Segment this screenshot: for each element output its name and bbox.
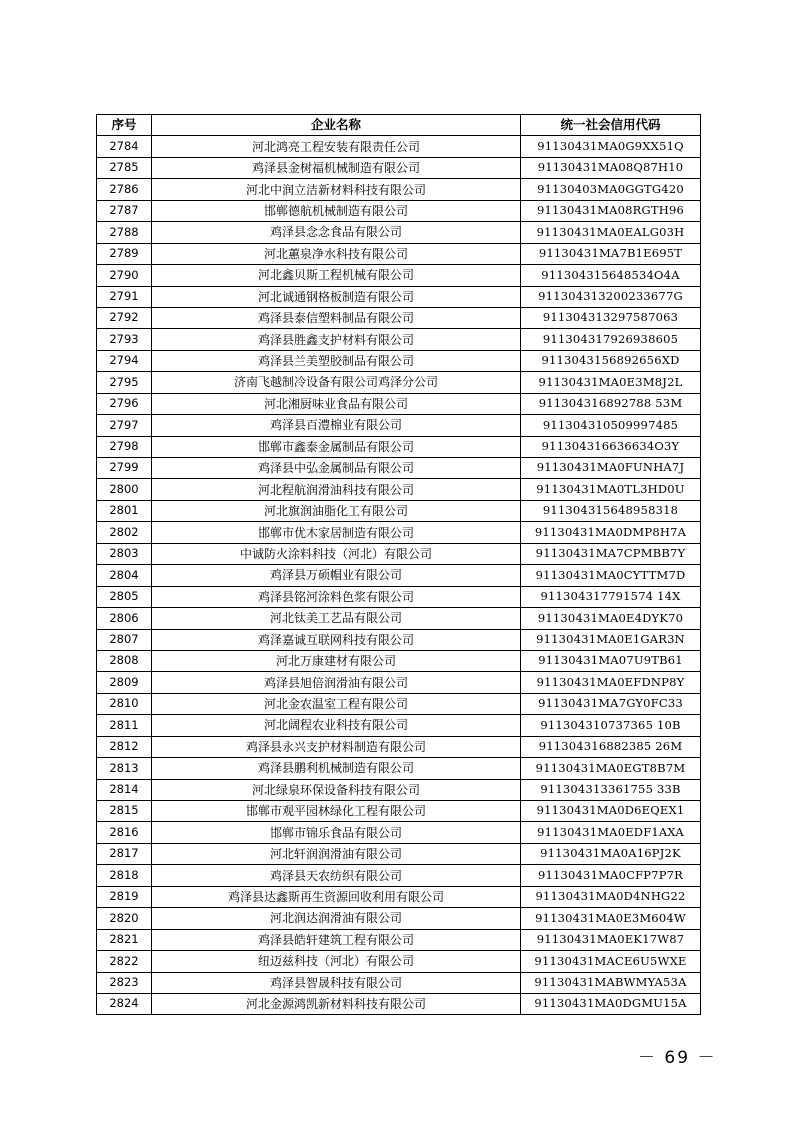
table-row	[97, 372, 701, 393]
header-serial: 序号	[97, 115, 152, 136]
row-company-name: 河北金农温室工程有限公司	[152, 693, 521, 714]
row-credit-code: 91130431MA0EALG03H	[521, 222, 701, 243]
row-serial: 2800	[97, 479, 152, 500]
row-serial: 2812	[97, 736, 152, 757]
row-credit-code: 91130431MA0DMP8H7A	[521, 522, 701, 543]
row-serial: 2822	[97, 951, 152, 972]
row-serial: 2811	[97, 715, 152, 736]
row-serial: 2824	[97, 993, 152, 1014]
row-company-name: 中诚防火涂料科技（河北）有限公司	[152, 543, 521, 564]
row-credit-code: 9113043156892656XD	[521, 350, 701, 371]
table-row	[97, 179, 701, 200]
row-serial: 2793	[97, 329, 152, 350]
row-company-name: 鸡泽县泰信塑料制品有限公司	[152, 307, 521, 328]
row-company-name: 济南飞越制冷设备有限公司鸡泽分公司	[152, 372, 521, 393]
row-serial: 2794	[97, 350, 152, 371]
row-credit-code: 91130431MA0A16PJ2K	[521, 843, 701, 864]
table-row	[97, 286, 701, 307]
row-credit-code: 91130431MA0FUNHA7J	[521, 458, 701, 479]
row-company-name: 邯郸市鑫泰金属制品有限公司	[152, 436, 521, 457]
row-serial: 2810	[97, 693, 152, 714]
row-credit-code: 91130431MA07U9TB61	[521, 650, 701, 671]
table-row	[97, 801, 701, 822]
row-credit-code: 91130431MA0D4NHG22	[521, 886, 701, 907]
row-company-name: 河北鑫贝斯工程机械有限公司	[152, 265, 521, 286]
row-company-name: 河北万康建材有限公司	[152, 650, 521, 671]
row-credit-code: 91130431MA7GY0FC33	[521, 693, 701, 714]
row-serial: 2805	[97, 586, 152, 607]
row-credit-code: 911304316636634O3Y	[521, 436, 701, 457]
row-company-name: 河北金源鸿凯新材料科技有限公司	[152, 993, 521, 1014]
table-row	[97, 865, 701, 886]
table-row	[97, 736, 701, 757]
page-number: － 69 －	[638, 1048, 717, 1068]
row-serial: 2815	[97, 801, 152, 822]
row-serial: 2789	[97, 243, 152, 264]
row-serial: 2818	[97, 865, 152, 886]
row-credit-code: 91130431MA7B1E695T	[521, 243, 701, 264]
row-serial: 2802	[97, 522, 152, 543]
row-credit-code: 91130431MA0E1GAR3N	[521, 629, 701, 650]
row-company-name: 河北鸿亮工程安装有限责任公司	[152, 136, 521, 157]
row-credit-code: 91130431MA0D6EQEX1	[521, 801, 701, 822]
table-row	[97, 715, 701, 736]
row-serial: 2787	[97, 200, 152, 221]
row-serial: 2791	[97, 286, 152, 307]
row-serial: 2796	[97, 393, 152, 414]
row-company-name: 鸡泽县百澧棉业有限公司	[152, 415, 521, 436]
row-serial: 2807	[97, 629, 152, 650]
row-credit-code: 91130431MA0EGT8B7M	[521, 758, 701, 779]
row-credit-code: 911304310737365 10B	[521, 715, 701, 736]
table-row	[97, 779, 701, 800]
row-credit-code: 911304316892788 53M	[521, 393, 701, 414]
row-serial: 2803	[97, 543, 152, 564]
row-company-name: 鸡泽县中弘金属制品有限公司	[152, 458, 521, 479]
row-serial: 2814	[97, 779, 152, 800]
row-credit-code: 91130431MA08Q87H10	[521, 157, 701, 178]
row-serial: 2785	[97, 157, 152, 178]
row-company-name: 河北轩润润滑油有限公司	[152, 843, 521, 864]
table-row	[97, 672, 701, 693]
table-row	[97, 543, 701, 564]
row-company-name: 河北润达润滑油有限公司	[152, 908, 521, 929]
row-credit-code: 91130431MA0CYTTM7D	[521, 565, 701, 586]
header-company-name: 企业名称	[152, 115, 521, 136]
row-company-name: 河北湘厨味业食品有限公司	[152, 393, 521, 414]
row-company-name: 河北旗润油脂化工有限公司	[152, 500, 521, 521]
row-credit-code: 91130431MA0DGMU15A	[521, 993, 701, 1014]
row-company-name: 纽迈兹科技（河北）有限公司	[152, 951, 521, 972]
row-credit-code: 91130431MA0E4DYK70	[521, 608, 701, 629]
table-row	[97, 993, 701, 1014]
table-row	[97, 307, 701, 328]
row-credit-code: 911304313200233677G	[521, 286, 701, 307]
row-company-name: 河北阔程农业科技有限公司	[152, 715, 521, 736]
row-credit-code: 91130431MA0TL3HD0U	[521, 479, 701, 500]
row-company-name: 鸡泽县万硕帽业有限公司	[152, 565, 521, 586]
row-serial: 2809	[97, 672, 152, 693]
row-company-name: 河北中润立洁新材料科技有限公司	[152, 179, 521, 200]
row-company-name: 鸡泽嘉诚互联网科技有限公司	[152, 629, 521, 650]
table-row	[97, 693, 701, 714]
row-company-name: 邯郸市观平园林绿化工程有限公司	[152, 801, 521, 822]
row-credit-code: 91130431MABWMYA53A	[521, 972, 701, 993]
row-credit-code: 91130431MA0G9XX51Q	[521, 136, 701, 157]
row-serial: 2798	[97, 436, 152, 457]
table-row	[97, 929, 701, 950]
row-credit-code: 91130431MACE6U5WXE	[521, 951, 701, 972]
row-serial: 2786	[97, 179, 152, 200]
table-row	[97, 458, 701, 479]
row-company-name: 鸡泽县兰美塑胶制品有限公司	[152, 350, 521, 371]
row-company-name: 鸡泽县天农纺织有限公司	[152, 865, 521, 886]
row-company-name: 河北钛美工艺品有限公司	[152, 608, 521, 629]
row-serial: 2795	[97, 372, 152, 393]
row-company-name: 鸡泽县铭河涂料色浆有限公司	[152, 586, 521, 607]
table-row	[97, 243, 701, 264]
row-credit-code: 91130431MA0E3M8J2L	[521, 372, 701, 393]
row-company-name: 河北蕙泉净水科技有限公司	[152, 243, 521, 264]
table-row	[97, 522, 701, 543]
row-company-name: 河北诚通钢格板制造有限公司	[152, 286, 521, 307]
row-company-name: 鸡泽县皓轩建筑工程有限公司	[152, 929, 521, 950]
row-credit-code: 91130403MA0GGTG420	[521, 179, 701, 200]
table-row	[97, 329, 701, 350]
row-serial: 2801	[97, 500, 152, 521]
table-row	[97, 822, 701, 843]
table-row	[97, 222, 701, 243]
table-row	[97, 200, 701, 221]
table-row	[97, 415, 701, 436]
table-row	[97, 157, 701, 178]
row-company-name: 鸡泽县旭倍润滑油有限公司	[152, 672, 521, 693]
row-credit-code: 911304310509997485	[521, 415, 701, 436]
table-row	[97, 972, 701, 993]
table-row	[97, 951, 701, 972]
row-company-name: 河北绿泉环保设备科技有限公司	[152, 779, 521, 800]
row-company-name: 鸡泽县金树福机械制造有限公司	[152, 157, 521, 178]
row-credit-code: 911304313361755 33B	[521, 779, 701, 800]
table-row	[97, 436, 701, 457]
row-company-name: 鸡泽县智晟科技有限公司	[152, 972, 521, 993]
table-row	[97, 565, 701, 586]
table-header-row	[97, 115, 701, 136]
table-row	[97, 265, 701, 286]
row-serial: 2784	[97, 136, 152, 157]
row-credit-code: 911304315648958318	[521, 500, 701, 521]
table-row	[97, 136, 701, 157]
table-row	[97, 350, 701, 371]
row-credit-code: 91130431MA0E3M604W	[521, 908, 701, 929]
enterprise-table	[96, 114, 701, 1015]
row-serial: 2813	[97, 758, 152, 779]
table-body	[97, 136, 701, 1015]
row-serial: 2806	[97, 608, 152, 629]
row-serial: 2799	[97, 458, 152, 479]
row-credit-code: 91130431MA0CFP7P7R	[521, 865, 701, 886]
row-serial: 2817	[97, 843, 152, 864]
row-credit-code: 911304313297587063	[521, 307, 701, 328]
row-serial: 2816	[97, 822, 152, 843]
table-row	[97, 886, 701, 907]
row-credit-code: 91130431MA08RGTH96	[521, 200, 701, 221]
row-company-name: 鸡泽县达鑫斯再生资源回收利用有限公司	[152, 886, 521, 907]
row-company-name: 鸡泽县鹏利机械制造有限公司	[152, 758, 521, 779]
row-credit-code: 91130431MA7CPMBB7Y	[521, 543, 701, 564]
row-serial: 2821	[97, 929, 152, 950]
row-serial: 2808	[97, 650, 152, 671]
row-company-name: 鸡泽县永兴支护材料制造有限公司	[152, 736, 521, 757]
row-company-name: 邯郸市锦乐食品有限公司	[152, 822, 521, 843]
table-row	[97, 586, 701, 607]
row-serial: 2819	[97, 886, 152, 907]
row-serial: 2792	[97, 307, 152, 328]
row-serial: 2788	[97, 222, 152, 243]
row-serial: 2790	[97, 265, 152, 286]
row-credit-code: 911304317926938605	[521, 329, 701, 350]
row-credit-code: 911304317791574 14X	[521, 586, 701, 607]
row-serial: 2823	[97, 972, 152, 993]
table-row	[97, 908, 701, 929]
table-row	[97, 393, 701, 414]
row-serial: 2820	[97, 908, 152, 929]
row-company-name: 鸡泽县胜鑫支护材料有限公司	[152, 329, 521, 350]
row-company-name: 河北程航润滑油科技有限公司	[152, 479, 521, 500]
table-row	[97, 758, 701, 779]
row-company-name: 邯郸市优木家居制造有限公司	[152, 522, 521, 543]
table-row	[97, 479, 701, 500]
row-serial: 2797	[97, 415, 152, 436]
table-row	[97, 500, 701, 521]
table-row	[97, 650, 701, 671]
table-row	[97, 629, 701, 650]
row-credit-code: 91130431MA0EFDNP8Y	[521, 672, 701, 693]
row-credit-code: 911304315648534O4A	[521, 265, 701, 286]
row-credit-code: 91130431MA0EK17W87	[521, 929, 701, 950]
row-serial: 2804	[97, 565, 152, 586]
header-credit-code: 统一社会信用代码	[521, 115, 701, 136]
table-row	[97, 608, 701, 629]
row-company-name: 邯郸德航机械制造有限公司	[152, 200, 521, 221]
row-credit-code: 911304316882385 26M	[521, 736, 701, 757]
row-credit-code: 91130431MA0EDF1AXA	[521, 822, 701, 843]
row-company-name: 鸡泽县念念食品有限公司	[152, 222, 521, 243]
table-row	[97, 843, 701, 864]
